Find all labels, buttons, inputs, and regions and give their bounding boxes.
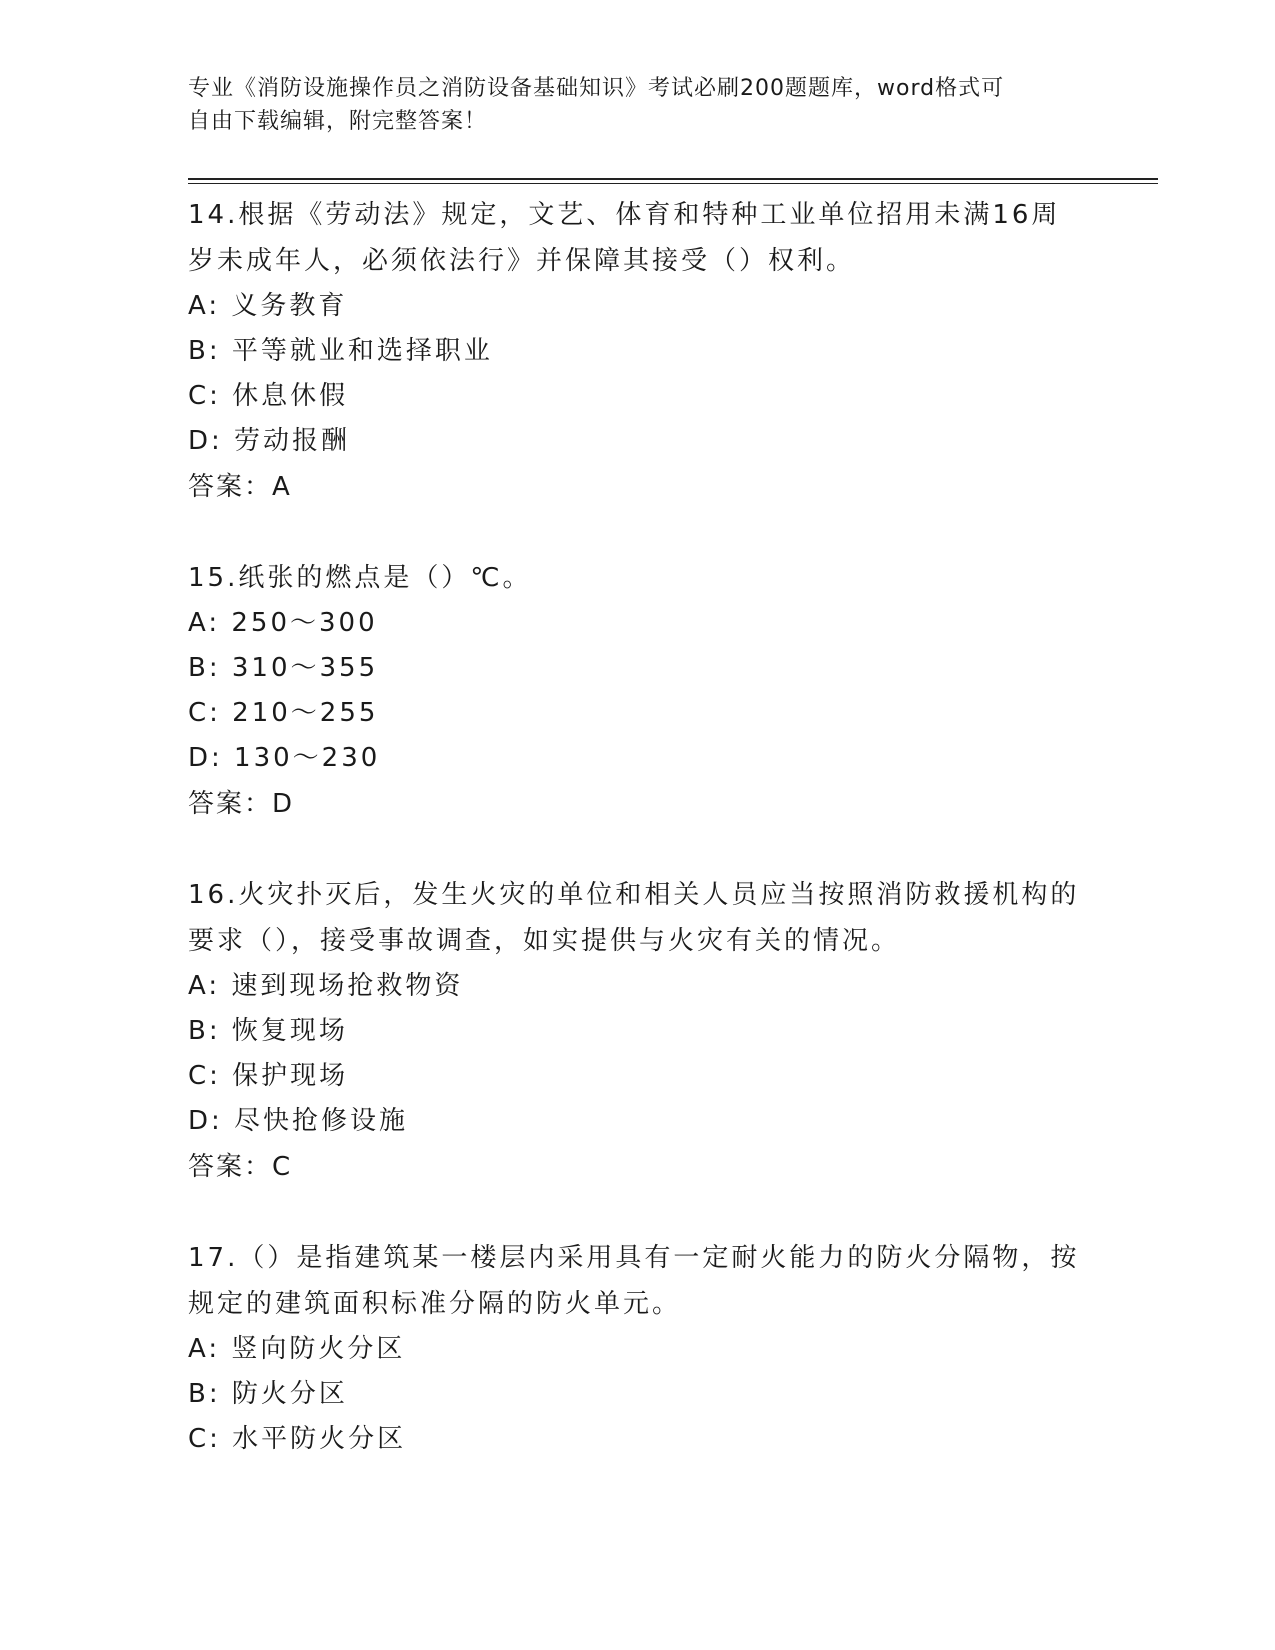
question-15 (188, 555, 1088, 827)
question-stem: 14.根据《劳动法》规定，文艺、体育和特种工业单位招用未满16周 (188, 200, 1061, 230)
option-a: A: 义务教育 (188, 291, 348, 321)
question-stem-continued: 要求（），接受事故调查，如实提供与火灾有关的情况。 (188, 926, 901, 956)
question-16 (188, 872, 1088, 1190)
option-c: C: 210～255 (188, 698, 379, 728)
option-c: C: 保护现场 (188, 1061, 349, 1091)
document-header (188, 72, 1088, 138)
question-gap (188, 510, 1088, 555)
option-c: C: 水平防火分区 (188, 1424, 407, 1454)
option-d: D: 劳动报酬 (188, 426, 351, 456)
question-17 (188, 1235, 1088, 1462)
option-b: B: 平等就业和选择职业 (188, 336, 493, 366)
option-a: A: 竖向防火分区 (188, 1334, 406, 1364)
question-gap (188, 827, 1088, 872)
question-gap (188, 1190, 1088, 1235)
option-b: B: 310～355 (188, 653, 379, 683)
question-stem-continued: 规定的建筑面积标准分隔的防火单元。 (188, 1289, 682, 1319)
question-stem: 17.（）是指建筑某一楼层内采用具有一定耐火能力的防火分隔物，按 (188, 1243, 1080, 1273)
question-stem: 15.纸张的燃点是（）℃。 (188, 563, 532, 593)
answer: 答案：C (188, 1152, 293, 1182)
option-b: B: 恢复现场 (188, 1016, 348, 1046)
header-rule-thick (188, 178, 1158, 180)
question-stem-continued: 岁未成年人，必须依法行》并保障其接受（）权利。 (188, 246, 856, 276)
header-line-2: 自由下载编辑，附完整答案！ (188, 109, 488, 134)
question-stem: 16.火灾扑灭后，发生火灾的单位和相关人员应当按照消防救援机构的 (188, 880, 1080, 910)
header-line-1: 专业《消防设施操作员之消防设备基础知识》考试必刷200题题库，word格式可 (188, 76, 1005, 101)
question-14 (188, 192, 1088, 510)
question-list (188, 192, 1088, 1462)
option-b: B: 防火分区 (188, 1379, 348, 1409)
answer: 答案：A (188, 472, 292, 502)
option-a: A: 250～300 (188, 608, 378, 638)
answer: 答案：D (188, 789, 295, 819)
option-d: D: 130～230 (188, 743, 381, 773)
option-a: A: 速到现场抢救物资 (188, 971, 464, 1001)
option-d: D: 尽快抢修设施 (188, 1106, 409, 1136)
option-c: C: 休息休假 (188, 381, 349, 411)
header-rule-thin (188, 183, 1158, 184)
